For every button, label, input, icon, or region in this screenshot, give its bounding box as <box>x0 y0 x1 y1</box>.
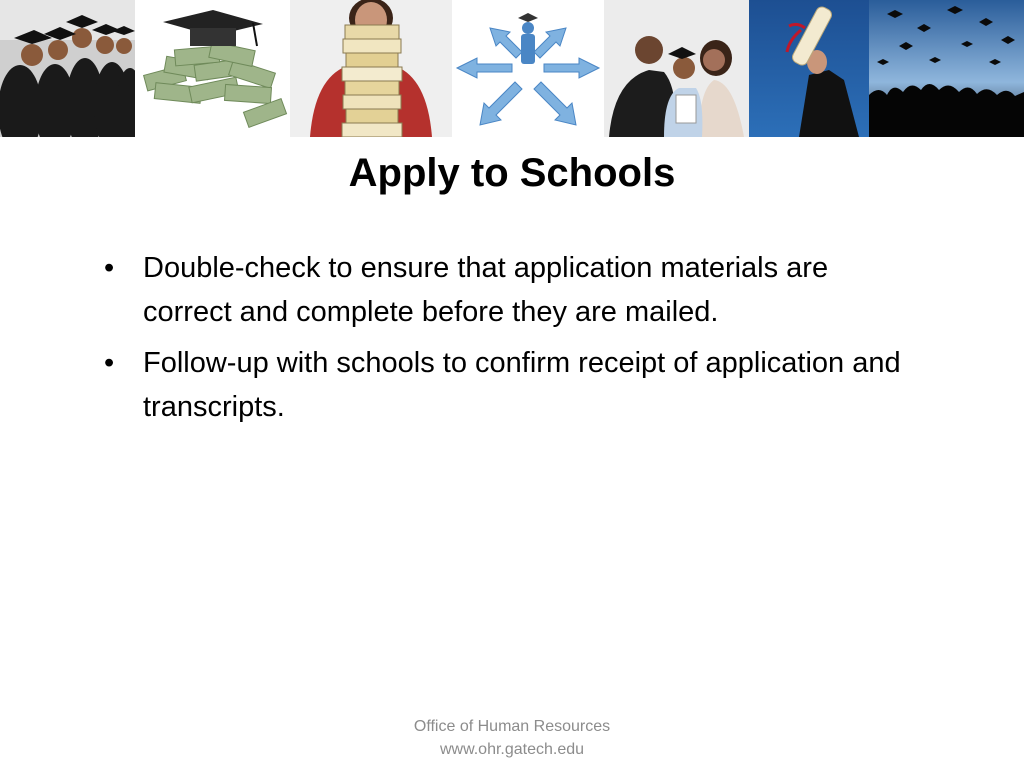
caps-thrown-sky-photo <box>869 0 1024 137</box>
bullet-item <box>104 246 924 334</box>
slide-title: Apply to Schools <box>348 151 676 195</box>
bullet-list <box>104 246 924 436</box>
diploma-raised-photo <box>749 0 869 137</box>
graduate-family-photo <box>604 0 749 137</box>
footer-organization: Office of Human Resources <box>413 718 611 735</box>
money-pile-with-grad-cap-photo <box>135 0 290 137</box>
footer-url: www.ohr.gatech.edu <box>439 741 585 758</box>
bullet-item <box>104 341 924 429</box>
header-image-banner <box>0 0 1024 137</box>
bullet-text: Double-check to ensure that application materials are correct and complete before they are mailed. <box>143 252 829 328</box>
footer <box>0 715 1024 761</box>
graduate-arrows-diagram <box>452 0 604 137</box>
bullet-text: Follow-up with schools to confirm receipt of application and transcripts. <box>143 347 901 423</box>
student-holding-books-photo <box>290 0 452 137</box>
bullet-marker: • <box>104 252 115 284</box>
bullet-marker: • <box>104 347 115 379</box>
graduates-in-gowns-photo <box>0 0 135 137</box>
